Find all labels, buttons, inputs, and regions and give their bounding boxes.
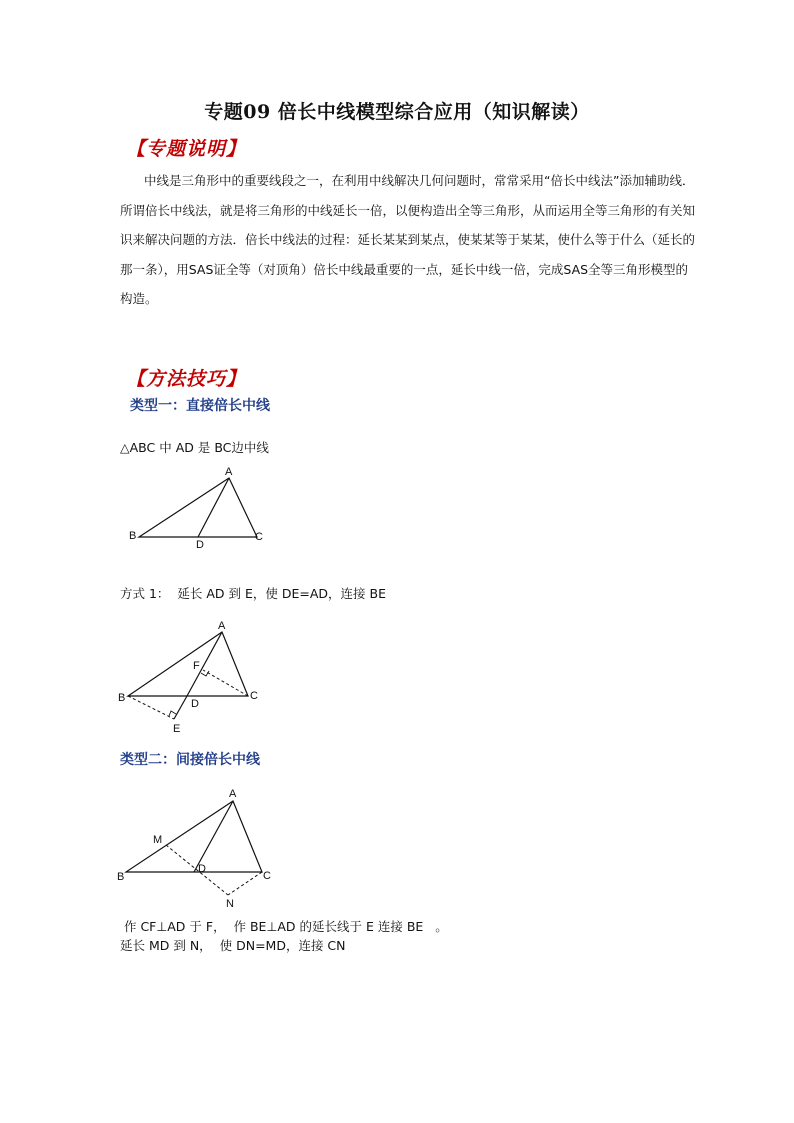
- type1-description: △ABC 中 AD 是 BC边中线: [120, 440, 269, 455]
- label-c-2: C: [250, 690, 258, 702]
- type2-title: 类型二：间接倍长中线: [120, 752, 260, 768]
- label-b: B: [129, 530, 137, 542]
- label-c-3: C: [263, 870, 271, 882]
- label-d-2: D: [191, 698, 199, 710]
- triangle-abc-3: [126, 801, 262, 872]
- median-ad-3: [194, 801, 233, 872]
- label-a-2: A: [218, 620, 226, 632]
- label-c: C: [255, 531, 263, 543]
- segment-mn: [166, 845, 228, 895]
- label-d-3: D: [198, 863, 206, 875]
- label-f: F: [193, 660, 200, 672]
- type1-title: 类型一：直接倍长中线: [130, 398, 270, 414]
- segment-cn: [228, 872, 262, 895]
- label-a: A: [225, 466, 233, 478]
- label-b-2: B: [118, 692, 126, 704]
- label-a-3: A: [229, 788, 237, 800]
- label-e: E: [173, 723, 181, 735]
- topic-description-paragraph: 中线是三角形中的重要线段之一，在利用中线解决几何问题时，常常采用“倍长中线法”添加辅助线．所谓倍长中线法，就是将三角形的中线延长一倍，以便构造出全等三角形，从而运用全等三角形的有关知识来解决问题的方法．倍长中线法的过程：延长某某到某点，使某某等于某某，使什么等于什么（延长的那一条），用SAS证全等（对顶角）倍长中线最重要的一点，延长中线一倍，完成SAS全等三角形模型的构造。: [120, 173, 696, 306]
- type2-note-perpendicular: 作 CF⊥AD 于 F， 作 BE⊥AD 的延长线于 E 连接 BE 。: [120, 919, 448, 934]
- section-heading-method-tips: 【方法技巧】: [126, 368, 247, 390]
- label-n: N: [226, 898, 234, 910]
- label-d: D: [196, 539, 204, 551]
- section-heading-topic-description: 【专题说明】: [126, 138, 247, 160]
- label-m: M: [153, 834, 163, 846]
- type2-note-extend: 延长 MD 到 N， 使 DN=MD，连接 CN: [120, 938, 346, 953]
- label-b-3: B: [117, 871, 125, 883]
- method1-text: 方式 1： 延长 AD 到 E，使 DE=AD，连接 BE: [120, 586, 386, 601]
- page-title: 专题09 倍长中线模型综合应用（知识解读）: [204, 101, 590, 123]
